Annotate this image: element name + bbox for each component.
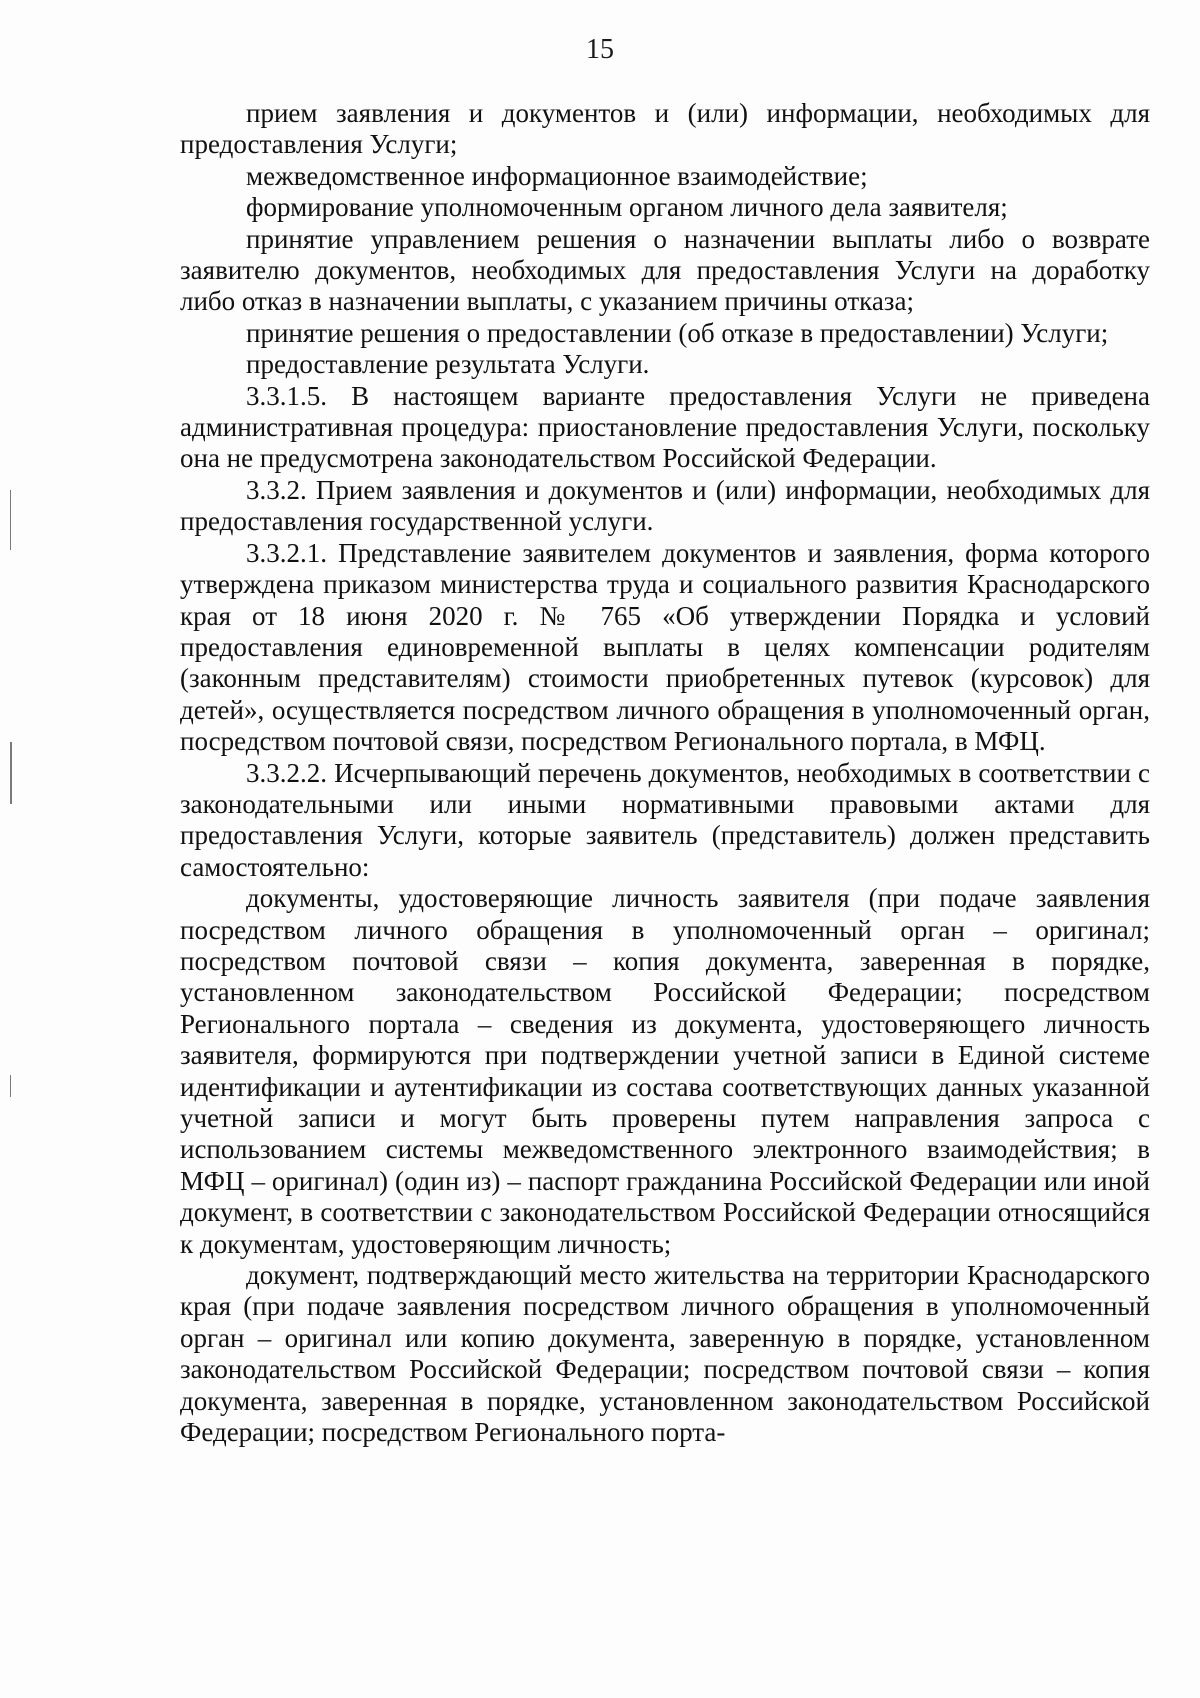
paragraph: 3.3.1.5. В настоящем варианте предоставления Услуги не приведена административная процедура: приостановление предоставления Услуги, поскольку она не предусмотрена законодательством Российской Федерации. bbox=[180, 380, 1150, 474]
paragraph: прием заявления и документов и (или) информации, необходимых для предоставления Услуги; bbox=[180, 98, 1150, 160]
paragraph: 3.3.2.2. Исчерпывающий перечень документов, необходимых в соответствии с законодательными или иными нормативными правовыми актами для предоставления Услуги, которые заявитель (представитель) должен представить самостоятельно: bbox=[180, 757, 1150, 882]
scan-artifact bbox=[10, 490, 11, 550]
document-body bbox=[180, 98, 1150, 1448]
paragraph: документ, подтверждающий место жительства на территории Краснодарского края (при подаче заявления посредством личного обращения в уполномоченный орган – оригинал или копию документа, заверенную в порядке, установленном законодательством Российской Федерации; посредством почтовой связи – копия документа, заверенная в порядке, установленном законодательством Российской Федерации; посредством Регионального порта- bbox=[180, 1260, 1150, 1448]
scan-artifact bbox=[10, 1075, 11, 1097]
paragraph: 3.3.2.1. Представление заявителем документов и заявления, форма которого утверждена приказом министерства труда и социального развития Краснодарского края от 18 июня 2020 г. № 765 «Об утверждении Порядка и условий предоставления единовременной выплаты в целях компенсации родителям (законным представителям) стоимости приобретенных путевок (курсовок) для детей», осуществляется посредством личного обращения в уполномоченный орган, посредством почтовой связи, посредством Регионального портала, в МФЦ. bbox=[180, 537, 1150, 757]
scan-artifact bbox=[10, 742, 12, 804]
paragraph: межведомственное информационное взаимодействие; bbox=[246, 160, 868, 191]
paragraph: документы, удостоверяющие личность заявителя (при подаче заявления посредством личного обращения в уполномоченный орган – оригинал; посредством почтовой связи – копия документа, заверенная в порядке, установленном законодательством Российской Федерации; посредством Регионального портала – сведения из документа, удостоверяющего личность заявителя, формируются при подтверждении учетной записи в Единой системе идентификации и аутентификации из состава соответствующих данных указанной учетной записи и могут быть проверены путем направления запроса с использованием системы межведомственного электронного взаимодействия; в МФЦ – оригинал) (один из) – паспорт гражданина Российской Федерации или иной документ, в соответствии с законодательством Российской Федерации относящийся к документам, удостоверяющим личность; bbox=[180, 883, 1150, 1259]
page-number: 15 bbox=[586, 34, 614, 65]
paragraph: предоставление результата Услуги. bbox=[246, 349, 650, 380]
paragraph: 3.3.2. Прием заявления и документов и (или) информации, необходимых для предоставления государственной услуги. bbox=[180, 474, 1150, 537]
paragraph: принятие решения о предоставлении (об отказе в предоставлении) Услуги; bbox=[246, 317, 1109, 348]
paragraph: принятие управлением решения о назначении выплаты либо о возврате заявителю документов, необходимых для предоставления Услуги на доработку либо отказ в назначении выплаты, с указанием причины отказа; bbox=[180, 223, 1150, 317]
paragraph: формирование уполномоченным органом личного дела заявителя; bbox=[246, 192, 1008, 223]
